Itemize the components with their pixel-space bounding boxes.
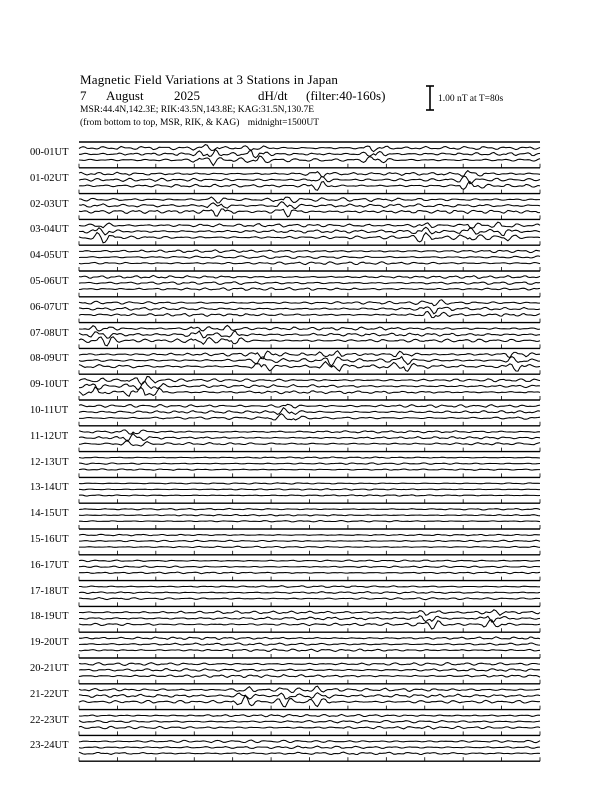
trace-kag (79, 534, 540, 536)
trace-kag (79, 275, 540, 278)
row-label: 07-08UT (30, 327, 69, 339)
row-label: 19-20UT (30, 637, 69, 649)
row-label: 01-02UT (30, 172, 69, 184)
trace-kag (79, 197, 540, 203)
trace-rik (79, 331, 540, 338)
midnight-note: midnight=1500UT (247, 118, 320, 128)
trace-kag (79, 250, 540, 253)
trace-kag (79, 325, 540, 331)
row-label: 16-17UT (30, 559, 69, 571)
row-label: 02-03UT (30, 198, 69, 210)
order-note: (from bottom to top, MSR, RIK, & KAG) (80, 118, 240, 128)
trace-kag (79, 351, 540, 359)
row-label: 17-18UT (30, 585, 69, 597)
row-label: 23-24UT (30, 740, 69, 752)
trace-rik (79, 408, 540, 415)
trace-kag (79, 171, 540, 178)
trace-msr (79, 572, 540, 574)
trace-kag (79, 222, 540, 228)
date-day: 7 (80, 88, 87, 103)
trace-rik (79, 227, 540, 235)
row-label: 18-19UT (30, 611, 69, 623)
trace-kag (79, 300, 540, 306)
trace-rik (79, 540, 540, 542)
trace-rik (79, 381, 540, 389)
row-label: 08-09UT (30, 353, 69, 365)
scale-bar-label: 1.00 nT at T=80s (438, 94, 504, 104)
trace-msr (79, 440, 540, 446)
row-label: 06-07UT (30, 301, 69, 313)
row-label: 15-16UT (30, 534, 69, 545)
row-label: 20-21UT (30, 663, 69, 674)
trace-rik (79, 616, 540, 623)
trace-rik (79, 202, 540, 209)
trace-msr (79, 598, 540, 600)
trace-msr (79, 675, 540, 678)
row-label: 05-06UT (30, 276, 69, 287)
row-label: 10-11UT (30, 405, 69, 416)
row-label: 09-10UT (30, 379, 69, 391)
trace-msr (79, 546, 540, 548)
row-label: 03-04UT (30, 224, 69, 236)
trace-rik (79, 669, 540, 672)
trace-msr (79, 181, 540, 190)
trace-msr (79, 414, 540, 420)
trace-rik (79, 282, 540, 285)
trace-msr (79, 521, 540, 522)
trace-rik (79, 721, 540, 724)
date-month: August (106, 88, 144, 103)
trace-kag (79, 457, 540, 458)
trace-kag (79, 560, 540, 562)
trace-rik (79, 566, 540, 568)
trace-kag (79, 508, 540, 510)
trace-kag (79, 610, 540, 616)
trace-rik (79, 592, 540, 594)
trace-msr (79, 469, 540, 470)
trace-kag (79, 430, 540, 434)
trace-kag (79, 637, 540, 640)
trace-rik (79, 489, 540, 490)
trace-msr (79, 362, 540, 372)
trace-kag (79, 740, 540, 743)
trace-rik (79, 434, 540, 442)
scale-bar (426, 86, 434, 110)
trace-rik (79, 515, 540, 516)
trace-msr (79, 288, 540, 291)
stations-label: MSR:44.4N,142.3E; RIK:43.5N,143.8E; KAG:31.5N,130.7E (80, 105, 315, 115)
filter-label: (filter:40-160s) (306, 88, 386, 103)
trace-kag (79, 586, 540, 588)
row-label: 13-14UT (30, 482, 69, 494)
chart-title: Magnetic Field Variations at 3 Stations in Japan (80, 72, 339, 87)
trace-msr (79, 262, 540, 265)
trace-rik (79, 256, 540, 259)
trace-msr (79, 649, 540, 652)
trace-rik (79, 693, 540, 699)
trace-rik (79, 307, 540, 314)
trace-kag (79, 377, 540, 385)
trace-rik (79, 643, 540, 645)
trace-kag (79, 483, 540, 484)
trace-msr (79, 752, 540, 754)
row-label: 21-22UT (30, 688, 69, 700)
trace-kag (79, 145, 540, 152)
trace-kag (79, 714, 540, 717)
trace-msr (79, 387, 540, 396)
trace-msr (79, 495, 540, 496)
row-label: 04-05UT (30, 250, 69, 262)
trace-rik (79, 463, 540, 465)
trace-msr (79, 726, 540, 729)
row-label: 12-13UT (30, 456, 69, 468)
trace-kag (79, 686, 540, 692)
trace-kag (79, 663, 540, 666)
quantity-label: dH/dt (258, 88, 288, 103)
trace-rik (79, 357, 540, 366)
trace-kag (79, 404, 540, 408)
trace-rik (79, 746, 540, 748)
row-label: 00-01UT (30, 147, 69, 158)
date-year: 2025 (174, 88, 200, 103)
row-label: 22-23UT (30, 714, 69, 726)
trace-rik (79, 150, 540, 158)
trace-msr (79, 312, 540, 318)
trace-msr (79, 620, 540, 629)
row-label: 14-15UT (30, 508, 69, 520)
row-label: 11-12UT (30, 430, 69, 442)
